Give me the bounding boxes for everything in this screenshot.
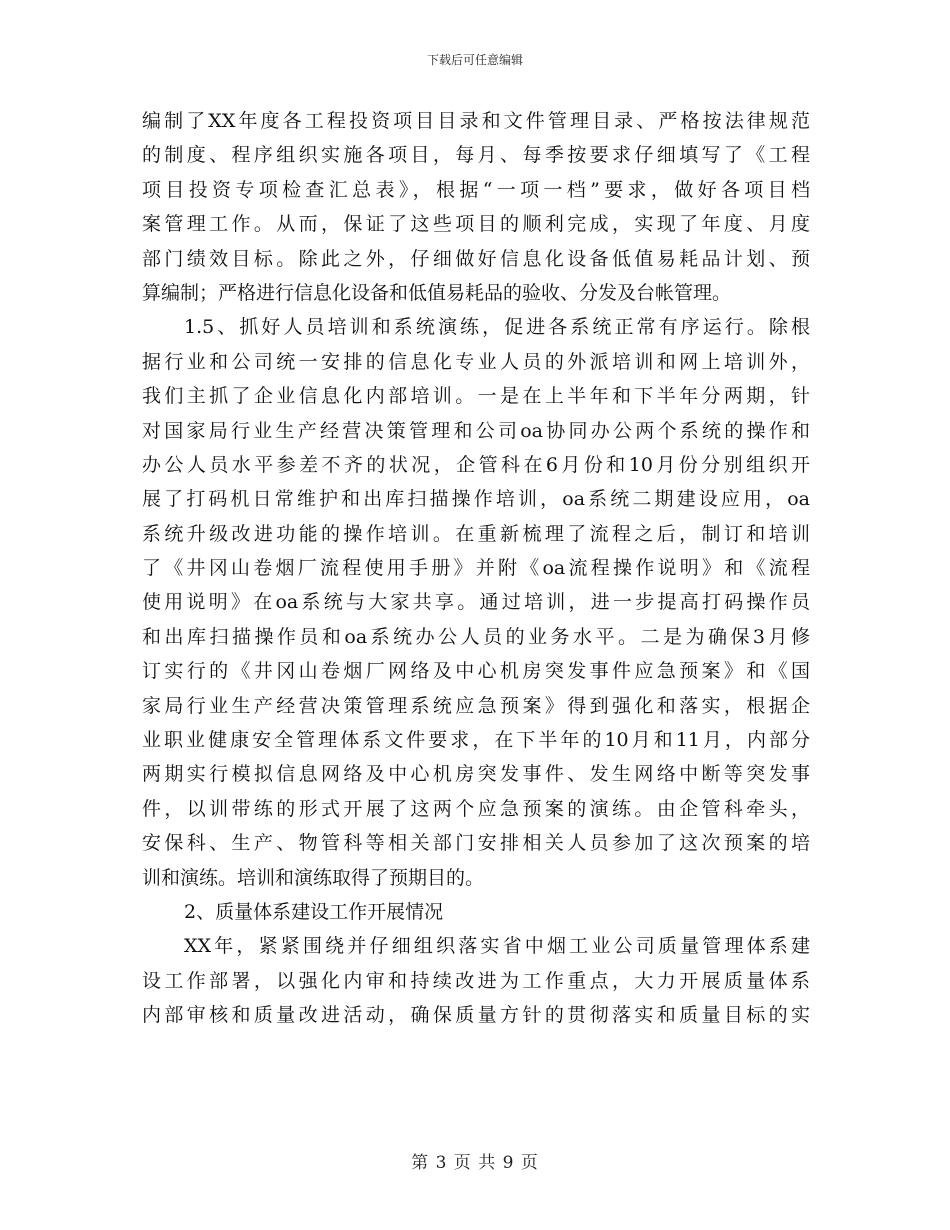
body-line: 案管理工作。从而，保证了这些项目的顺利完成，实现了年度、月度 [142, 213, 810, 236]
body-line: 业职业健康安全管理体系文件要求，在下半年的10月和11月，内部分 [142, 729, 810, 752]
body-line: 了《井冈山卷烟厂流程使用手册》并附《oa流程操作说明》和《流程 [142, 557, 810, 580]
body-line: 编制了XX年度各工程投资项目目录和文件管理目录、严格按法律规范 [142, 110, 810, 132]
body-line: XX年，紧紧围绕并仔细组织落实省中烟工业公司质量管理体系建 [184, 935, 810, 958]
body-line: 安保科、生产、物管科等相关部门安排相关人员参加了这次预案的培 [142, 832, 810, 855]
body-line: 的制度、程序组织实施各项目，每月、每季按要求仔细填写了《工程 [142, 144, 810, 167]
body-line: 家局行业生产经营决策管理系统应急预案》得到强化和落实，根据企 [142, 694, 810, 717]
body-line: 部门绩效目标。除此之外，仔细做好信息化设备低值易耗品计划、预 [142, 247, 810, 270]
body-line: 对国家局行业生产经营决策管理和公司oa协同办公两个系统的操作和 [142, 419, 810, 442]
body-line: 办公人员水平参差不齐的状况，企管科在6月份和10月份分别组织开 [142, 453, 810, 476]
body-line: 和出库扫描操作员和oa系统办公人员的业务水平。二是为确保3月修 [142, 625, 810, 648]
body-line: 内部审核和质量改进活动，确保质量方针的贯彻落实和质量目标的实 [142, 1004, 810, 1027]
document-body [142, 104, 810, 1033]
body-line: 设工作部署，以强化内审和持续改进为工作重点，大力开展质量体系 [142, 969, 810, 992]
body-line: 据行业和公司统一安排的信息化专业人员的外派培训和网上培训外， [142, 350, 810, 373]
body-line: 我们主抓了企业信息化内部培训。一是在上半年和下半年分两期，针 [142, 385, 810, 408]
body-line: 件，以训带练的形式开展了这两个应急预案的演练。由企管科牵头， [142, 797, 810, 820]
body-line: 订实行的《井冈山卷烟厂网络及中心机房突发事件应急预案》和《国 [142, 660, 810, 683]
page-number-footer: 第 3 页 共 9 页 [411, 1153, 539, 1173]
body-line: 使用说明》在oa系统与大家共享。通过培训，进一步提高打码操作员 [142, 591, 810, 614]
body-line: 训和演练。培训和演练取得了预期目的。 [142, 866, 485, 889]
body-line: 2、质量体系建设工作开展情况 [184, 900, 444, 923]
page-header-note: 下载后可任意编辑 [426, 53, 523, 67]
body-line: 两期实行模拟信息网络及中心机房突发事件、发生网络中断等突发事 [142, 763, 810, 786]
body-line: 1.5、抓好人员培训和系统演练，促进各系统正常有序运行。除根 [184, 316, 810, 339]
body-line: 系统升级改进功能的操作培训。在重新梳理了流程之后，制订和培训 [142, 522, 810, 545]
body-line: 展了打码机日常维护和出库扫描操作培训，oa系统二期建设应用，oa [142, 488, 810, 511]
body-line: 算编制；严格进行信息化设备和低值易耗品的验收、分发及台帐管理。 [142, 281, 732, 304]
body-line: 项目投资专项检查汇总表》，根据“一项一档”要求，做好各项目档 [142, 178, 810, 201]
